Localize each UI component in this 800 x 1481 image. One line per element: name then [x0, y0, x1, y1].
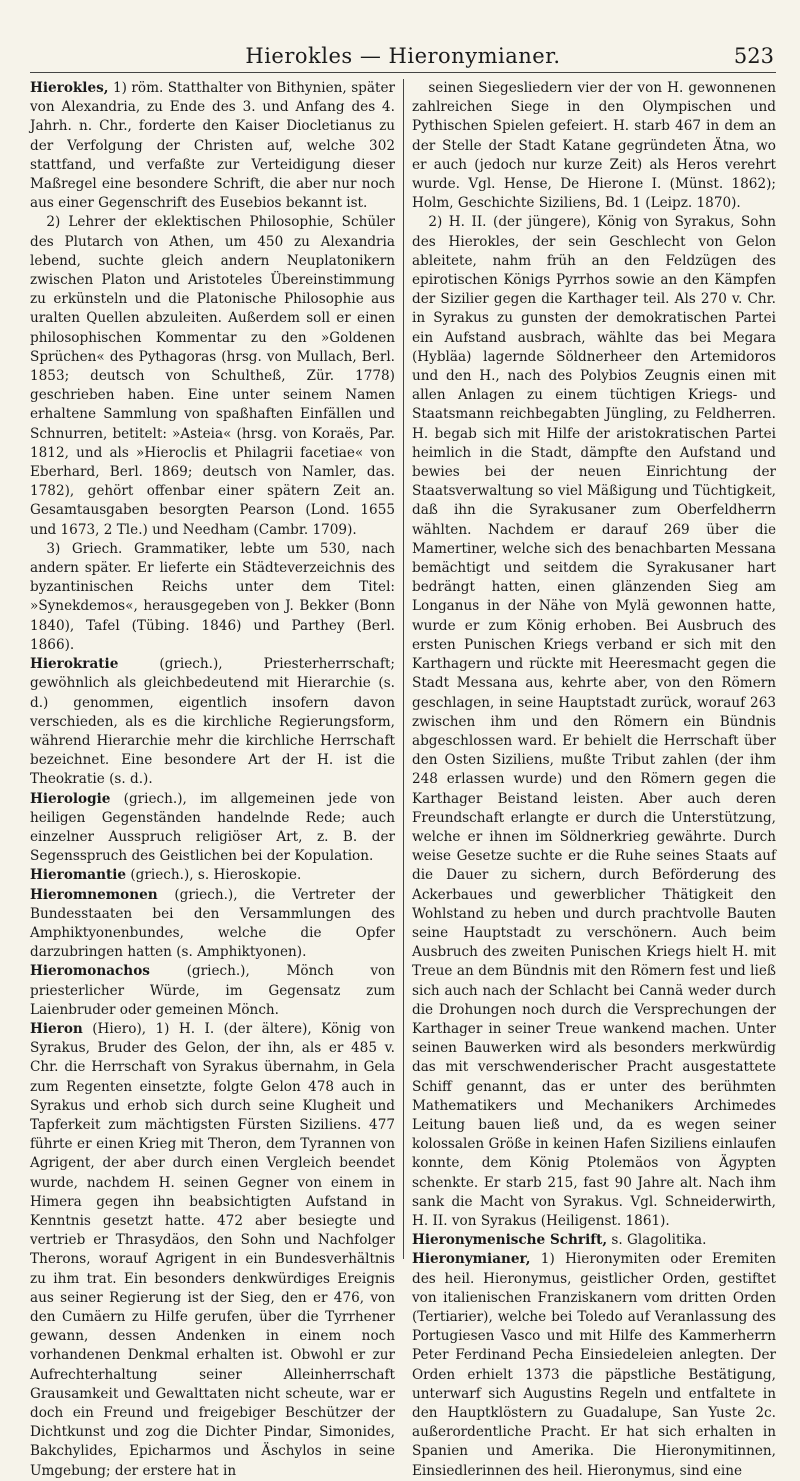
entry-text: seinen Siegesliedern vier der von H. gewonnenen zahlreichen Siege in den Olympischen und Pythischen Spielen gefeiert. H. starb 467 in dem an der Stelle der Stadt Katane gegründeten Ätna, wo er auch (jedoch nur kurze Zeit) als Heros verehrt wurde. Vgl. Hense, De Hierone I. (Münst. 1862); Holm, Geschichte Siziliens, Bd. 1 (Leipz. 1870).	[412, 80, 776, 212]
text-columns	[30, 79, 776, 1479]
entry-text: (Hiero), 1) H. I. (der ältere), König von Syrakus, Bruder des Gelon, der ihn, als er 485 v. Chr. die Herrschaft von Syrakus übernahm, in Gela zum Regenten einsetzte, folgte Gelon 478 auch in Syrakus und erhob sich durch seine Klugheit und Tapferkeit zum mächtigsten Fürsten Siziliens. 477 führte er einen Krieg mit Theron, dem Tyrannen von Agrigent, der aber durch einen Vergleich beendet wurde, nachdem H. seinen Gegner von einem in Himera gegen ihn beabsichtigten Aufstand in Kenntnis gesetzt hatte. 472 aber besiegte und vertrieb er Thrasydäos, den Sohn und Nachfolger Therons, worauf Agrigent in ein Bundesverhältnis zu ihm trat. Ein besonders denkwürdiges Ereignis aus seiner Regierung ist der Sieg, den er 476, von den Cumäern zu Hilfe gerufen, über die Tyrrhener gewann, dessen Andenken in einem noch vorhandenen Denkmal erhalten ist. Obwohl er zur Aufrechterhaltung seiner Alleinherrschaft Grausamkeit und Gewalttaten nicht scheute, war er doch ein Freund und freigebiger Beschützer der Dichtkunst und zog die Dichter Pindar, Simonides, Bakchylides, Epicharmos und Äschylos in seine Umgebung; der erstere hat in	[30, 1020, 395, 1479]
entry-headword: Hieromantie	[30, 867, 127, 884]
entry-paragraph	[30, 79, 395, 213]
entry-text: (griech.), Mönch von priesterlicher Würde, im Gegensatz zum Laienbruder oder gemeinen Mönch.	[30, 963, 395, 1018]
entry-text: 2) Lehrer der eklektischen Philosophie, Schüler des Plutarch von Athen, um 450 zu Alexandria lebend, suchte gleich andern Neuplatonikern zwischen Platon und Aristoteles Übereinstimmung zu erkünsteln und die Platonische Philosophie aus uralten Quellen abzuleiten. Außerdem soll er einen philosophischen Kommentar zu den »Goldenen Sprüchen« des Pythagoras (hrsg. von Mullach, Berl. 1853; deutsch von Schultheß, Zür. 1778) geschrieben haben. Eine unter seinem Namen erhaltene Sammlung von spaßhaften Einfällen und Schnurren, betitelt: »Asteia« (hrsg. von Koraës, Par. 1812, und als »Hieroclis et Philagrii facetiae« von Eberhard, Berl. 1869; deutsch von Namler, das. 1782), gehört offenbar einer spätern Zeit an. Gesamtausgaben besorgten Pearson (Lond. 1655 und 1673, 2 Tle.) und Needham (Cambr. 1709).	[30, 214, 395, 538]
entry-text: s. Glagolitika.	[607, 1232, 707, 1249]
entry-paragraph	[30, 866, 395, 885]
entry-headword: Hieron	[30, 1020, 83, 1037]
entry-paragraph	[412, 213, 776, 1231]
entry-text: (griech.), s. Hieroskopie.	[126, 867, 302, 884]
entry-text: 3) Griech. Grammatiker, lebte um 530, nach andern später. Er lieferte ein Städteverzeichnis des byzantinischen Reichs unter dem Titel: »Synekdemos«, herausgegeben von J. Bekker (Bonn 1840), Tafel (Tübing. 1846) und Parthey (Berl. 1866).	[30, 540, 395, 653]
entry-text: 2) H. II. (der jüngere), König von Syrakus, Sohn des Hierokles, der sein Geschlecht von Gelon ableitete, nahm früh an den Feldzügen des epirotischen Königs Pyrrhos sowie an den Kämpfen der Sizilier gegen die Karthager teil. Als 270 v. Chr. in Syrakus zu gunsten der demokratischen Partei ein Aufstand ausbrach, wählte das bei Megara (Hybläa) lagernde Söldnerheer den Artemidoros und den H., nach des Polybios Zeugnis einen mit allen Anlagen zu einem tüchtigen Kriegs- und Staatsmann reichbegabten Jüngling, zu Feldherren. H. begab sich mit Hilfe der aristokratischen Partei heimlich in die Stadt, dämpfte den Aufstand und bewies bei der neuen Einrichtung der Staatsverwaltung so viel Mäßigung und Tüchtigkeit, daß ihn die Syrakusaner zum Oberfeldherrn wählten. Nachdem er darauf 269 über die Mamertiner, welche sich des benachbarten Messana bemächtigt und seitdem die Syrakusaner hart bedrängt hatten, einen glänzenden Sieg am Longanus in der Nähe von Mylä gewonnen hatte, wurde er zum König erhoben. Bei Ausbruch des ersten Punischen Kriegs verband er sich mit den Karthagern und rückte mit Heeresmacht gegen die Stadt Messana aus, kehrte aber, von den Römern geschlagen, in seine Hauptstadt zurück, worauf 263 zwischen ihm und den Römern ein Bündnis abgeschlossen ward. Er behielt die Herrschaft über den Osten Siziliens, mußte Tribut zahlen (der ihm 248 erlassen wurde) und den Römern gegen die Karthager Beistand leisten. Aber auch deren Freundschaft erlangte er durch die Unterstützung, welche er ihnen im Söldnerkrieg gewährte. Durch weise Gesetze suchte er die Ruhe seines Staats auf die Dauer zu sichern, durch Beförderung des Ackerbaues und gewerblicher Thätigkeit den Wohlstand zu heben und durch prachtvolle Bauten seine Hauptstadt zu verschönern. Auch beim Ausbruch des zweiten Punischen Kriegs hielt H. mit Treue an dem Bündnis mit den Römern fest und ließ sich auch nach der Schlacht bei Cannä weder durch die Drohungen noch durch die Versprechungen der Karthager in seiner Treue wankend machen. Unter seinen Bauwerken wird als besonders merkwürdig das mit verschwenderischer Pracht ausgestattete Schiff genannt, das er unter des berühmten Mathematikers und Mechanikers Archimedes Leitung bauen ließ und, da es wegen seiner kolossalen Größe in keinen Hafen Siziliens einlaufen konnte, dem König Ptolemäos von Ägypten schenkte. Er starb 215, fast 90 Jahre alt. Nach ihm sank die Macht von Syrakus. Vgl. Schneiderwirth, H. II. von Syrakus (Heiligenst. 1861).	[412, 214, 776, 1229]
entry-paragraph	[30, 655, 395, 789]
entry-paragraph	[30, 886, 395, 963]
entry-paragraph	[412, 1231, 776, 1250]
entry-text: (griech.), im allgemeinen jede von heiligen Gegenständen handelnde Rede; auch einzelner Ausspruch religiöser Art, z. B. der Segensspruch des Geistlichen bei der Kopulation.	[30, 790, 395, 865]
entry-headword: Hierokratie	[30, 656, 119, 673]
entry-paragraph	[412, 79, 776, 213]
left-column	[30, 79, 403, 1479]
entry-text: 1) röm. Statthalter von Bithynien, später von Alexandria, zu Ende des 3. und Anfang des 4. Jahrh. n. Chr., forderte den Kaiser Diocletianus zu der Verfolgung der Christen auf, welche 302 stattfand, und verfaßte zur Verteidigung dieser Maßregel eine besondere Schrift, die aber nur noch aus einer Gegenschrift des Eusebios bekannt ist.	[30, 80, 395, 212]
entry-paragraph	[30, 213, 395, 539]
entry-text: (griech.), Priesterherrschaft; gewöhnlich als gleichbedeutend mit Hierarchie (s. d.) genommen, eigentlich insofern davon verschieden, als es die kirchliche Regierungsform, während Hierarchie mehr die kirchliche Herrschaft bezeichnet. Eine besondere Art der H. ist die Theokratie (s. d.).	[30, 656, 395, 788]
entry-headword: Hierologie	[30, 790, 111, 807]
page-number: 523	[733, 44, 774, 68]
right-column	[403, 79, 776, 1479]
entry-paragraph	[30, 540, 395, 655]
entry-headword: Hieronymianer,	[412, 1251, 531, 1268]
entry-headword: Hieromonachos	[30, 963, 150, 980]
entry-text: 1) Hieronymiten oder Eremiten des heil. Hieronymus, geistlicher Orden, gestiftet von italienischen Franziskanern vom dritten Orden (Tertiarier), welche bei Toledo auf Veranlassung des Portugiesen Vasco und mit Hilfe des Kammerherrn Peter Ferdinand Pecha Einsiedeleien anlegten. Der Orden erhielt 1373 die päpstliche Bestätigung, unterwarf sich Augustins Regeln und entfaltete in den Hauptklöstern zu Guadalupe, San Yuste 2c. außerordentliche Pracht. Er hat sich erhalten in Spanien und Amerika. Die Hieronymitinnen, Einsiedlerinnen des heil. Hieronymus, sind eine	[412, 1251, 776, 1479]
entry-headword: Hieronymenische Schrift,	[412, 1232, 608, 1249]
entry-paragraph	[30, 962, 395, 1020]
page-header	[30, 42, 776, 73]
entry-headword: Hierokles,	[30, 80, 109, 96]
entry-paragraph	[30, 1020, 395, 1481]
running-title: Hierokles — Hieronymianer.	[245, 44, 561, 68]
entry-paragraph	[30, 790, 395, 867]
entry-text: (griech.), die Vertreter der Bundesstaaten bei den Versammlungen des Amphiktyonenbundes, welche die Opfer darzubringen hatten (s. Amphiktyonen).	[30, 886, 395, 961]
entry-headword: Hieromnemonen	[30, 886, 158, 903]
entry-paragraph	[412, 1250, 776, 1480]
